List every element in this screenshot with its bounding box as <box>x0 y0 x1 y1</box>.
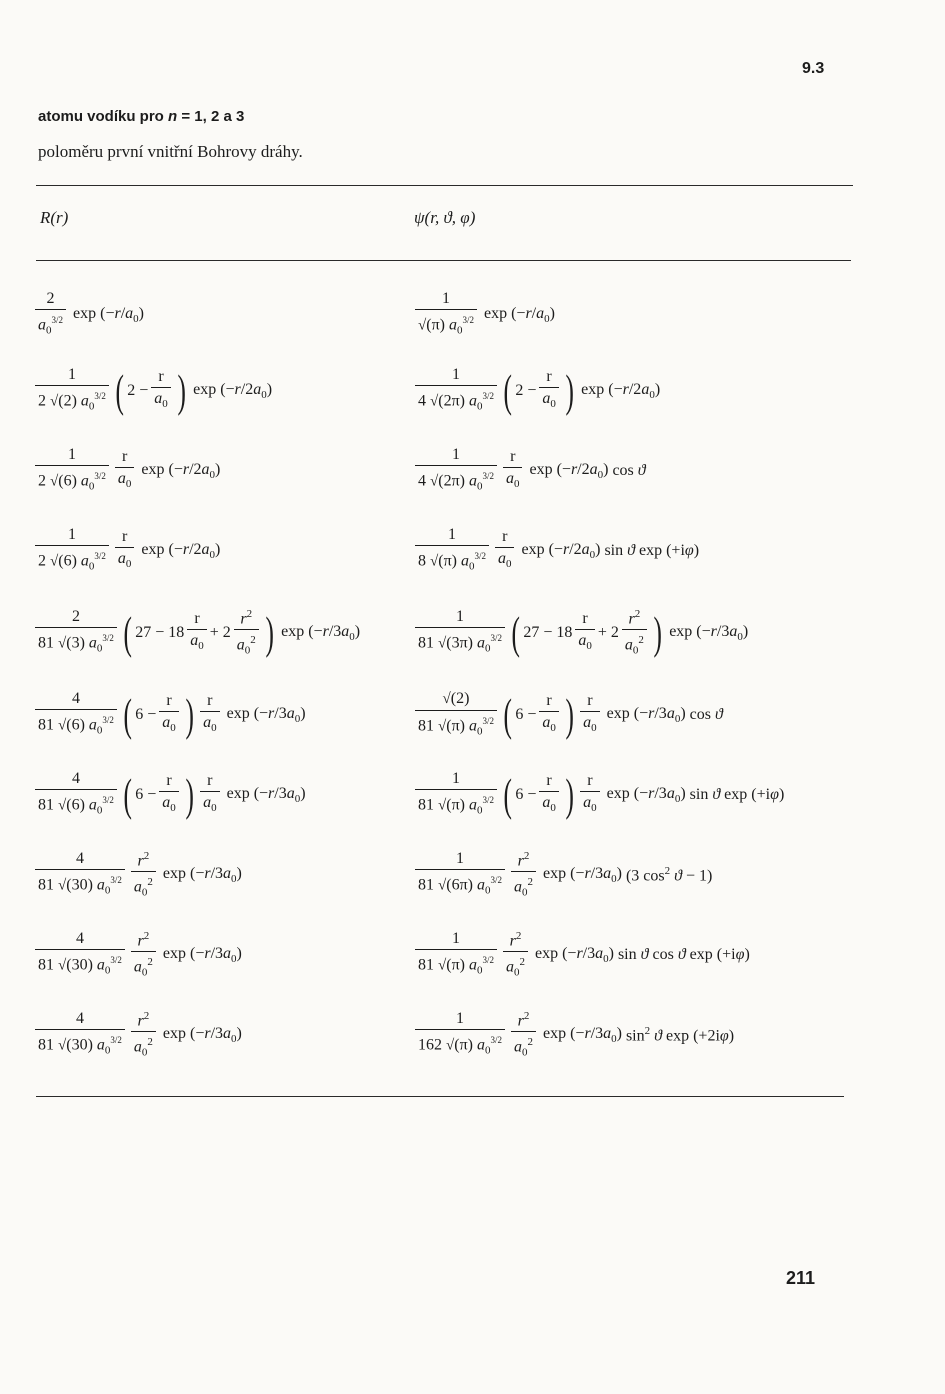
coefficient-numerator: 4 <box>75 850 84 868</box>
radial-function-cell <box>32 760 306 830</box>
coefficient-denominator: 2 √(6) $a_0^{3/2}$ <box>35 465 109 497</box>
exponential-term: $\exp (-r/2a_0)$ <box>189 380 273 402</box>
table-row <box>32 280 852 350</box>
table-row <box>32 356 852 426</box>
table-caption <box>38 108 244 125</box>
exponential-term: $\exp (-r/3a_0)$ <box>538 1024 622 1046</box>
coefficient-fraction <box>35 445 109 497</box>
wavefunction-cell <box>412 920 750 990</box>
radial-factor: $\frac{r}{a_0}$ <box>577 691 603 738</box>
coefficient-fraction <box>35 1009 125 1061</box>
radial-factor: $\frac{r}{a_0}$ <box>492 527 518 574</box>
caption-n: n <box>168 108 178 125</box>
wavefunction-cell <box>412 516 699 586</box>
coefficient-fraction <box>415 365 497 417</box>
radial-factor: $\frac{r^2}{a_0^2}$ <box>508 1007 539 1063</box>
exponential-term: $\exp (-r/3a_0)$ <box>602 704 686 726</box>
radial-factor: $\frac{r^2}{a_0^2}$ <box>508 847 539 903</box>
coefficient-numerator: 2 <box>46 290 55 308</box>
radial-function-cell <box>32 920 242 990</box>
section-number: 9.3 <box>802 60 825 77</box>
coefficient-fraction <box>35 607 117 659</box>
exponential-term: $\exp (-r/3a_0)$ <box>538 864 622 886</box>
radial-factor: $\frac{r^2}{a_0^2}$ <box>128 847 159 903</box>
angular-term: sin ϑ exp (+iφ) <box>600 542 700 559</box>
coefficient-numerator: √(2) <box>442 689 470 707</box>
radial-function-cell <box>32 680 306 750</box>
coefficient-numerator: 4 <box>75 1010 84 1028</box>
exponential-term: $\exp (-r/3a_0)$ <box>222 784 306 806</box>
coefficient-numerator: 1 <box>451 930 460 948</box>
exponential-term: $\exp (-r/2a_0)$ <box>137 540 221 562</box>
polynomial-factor: ( 27 − 18 $\frac{r}{a_0}$ + 2 $\frac{r^2}{a_0^2}$ ) <box>508 605 665 661</box>
radial-factor: $\frac{r}{a_0}$ <box>112 447 138 494</box>
exponential-term: $\exp (-r/a_0)$ <box>479 304 555 326</box>
radial-factor: $\frac{r^2}{a_0^2}$ <box>128 927 159 983</box>
coefficient-fraction <box>35 769 117 821</box>
radial-function-cell <box>32 516 220 586</box>
polynomial-factor: ( 2 − $\frac{r}{a_0}$ ) <box>115 365 186 416</box>
coefficient-numerator: 4 <box>71 690 80 708</box>
angular-term: (3 $\cos^2 ϑ - 1$) <box>621 864 713 885</box>
coefficient-fraction <box>415 769 497 821</box>
exponential-term: $\exp (-r/2a_0)$ <box>517 540 601 562</box>
coefficient-denominator: 4 √(2π) $a_0^{3/2}$ <box>415 385 497 417</box>
coefficient-denominator: 4 √(2π) $a_0^{3/2}$ <box>415 465 497 497</box>
radial-function-cell <box>32 436 220 506</box>
exponential-term: $\exp (-r/2a_0)$ <box>525 460 609 482</box>
coefficient-fraction <box>415 689 497 742</box>
coefficient-fraction <box>415 607 505 659</box>
coefficient-denominator: 162 √(π) $a_0^{3/2}$ <box>415 1029 505 1061</box>
wavefunction-cell <box>412 760 784 830</box>
coefficient-denominator: 81 √(3π) $a_0^{3/2}$ <box>415 627 505 659</box>
coefficient-denominator: 81 √(30) $a_0^{3/2}$ <box>35 1029 125 1061</box>
coefficient-fraction <box>415 1009 505 1061</box>
coefficient-fraction <box>35 525 109 577</box>
caption-suffix: = 1, 2 a 3 <box>177 108 245 125</box>
page-number: 211 <box>786 1268 816 1288</box>
angular-term: $\sin^2 ϑ$ exp (+2iφ) <box>621 1024 735 1045</box>
radial-factor: $\frac{r}{a_0}$ <box>112 527 138 574</box>
table-row <box>32 760 852 830</box>
angular-term: sin ϑ cos ϑ exp (+iφ) <box>613 946 750 963</box>
radial-function-cell <box>32 356 272 426</box>
coefficient-numerator: 1 <box>451 366 460 384</box>
coefficient-numerator: 1 <box>451 770 460 788</box>
radial-function-cell <box>32 598 360 668</box>
coefficient-denominator: 81 √(π) $a_0^{3/2}$ <box>415 949 497 981</box>
coefficient-numerator: 1 <box>67 366 76 384</box>
exponential-term: $\exp (-r/2a_0)$ <box>137 460 221 482</box>
coefficient-denominator: 81 √(3) $a_0^{3/2}$ <box>35 627 117 659</box>
coefficient-fraction <box>35 289 66 341</box>
polynomial-factor: ( 27 − 18 $\frac{r}{a_0}$ + 2 $\frac{r^2}{a_0^2}$ ) <box>120 605 277 661</box>
coefficient-denominator: 8 √(π) $a_0^{3/2}$ <box>415 545 489 577</box>
polynomial-factor: ( 6 − $\frac{r}{a_0}$ ) <box>503 769 574 820</box>
exponential-term: $\exp (-r/3a_0)$ <box>530 944 614 966</box>
wavefunction-cell <box>412 598 748 668</box>
table-row <box>32 598 852 668</box>
polynomial-factor: ( 2 − $\frac{r}{a_0}$ ) <box>503 365 574 416</box>
polynomial-factor: ( 6 − $\frac{r}{a_0}$ ) <box>503 689 574 740</box>
coefficient-denominator: 81 √(30) $a_0^{3/2}$ <box>35 869 125 901</box>
coefficient-denominator: 81 √(π) $a_0^{3/2}$ <box>415 710 497 742</box>
table-row <box>32 840 852 910</box>
exponential-term: $\exp (-r/3a_0)$ <box>222 704 306 726</box>
radial-function-cell <box>32 1000 242 1070</box>
column-header-wavefunction: ψ(r, ϑ, φ) <box>414 208 476 227</box>
coefficient-fraction <box>35 929 125 981</box>
exponential-term: $\exp (-r/3a_0)$ <box>158 864 242 886</box>
coefficient-numerator: 1 <box>67 526 76 544</box>
radial-factor: $\frac{r^2}{a_0^2}$ <box>500 927 531 983</box>
coefficient-denominator: 81 √(6) $a_0^{3/2}$ <box>35 789 117 821</box>
polynomial-factor: ( 6 − $\frac{r}{a_0}$ ) <box>123 769 194 820</box>
wavefunction-cell <box>412 436 646 506</box>
coefficient-denominator: √(π) $a_0^{3/2}$ <box>415 309 477 341</box>
radial-function-cell <box>32 280 144 350</box>
radial-factor: $\frac{r^2}{a_0^2}$ <box>128 1007 159 1063</box>
angular-term: cos ϑ <box>685 706 723 723</box>
coefficient-numerator: 1 <box>67 446 76 464</box>
coefficient-denominator: 81 √(π) $a_0^{3/2}$ <box>415 789 497 821</box>
header-rule <box>36 260 851 261</box>
radial-factor: $\frac{r}{a_0}$ <box>577 771 603 818</box>
coefficient-numerator: 1 <box>455 850 464 868</box>
coefficient-numerator: 1 <box>447 526 456 544</box>
radial-function-cell <box>32 840 242 910</box>
wavefunction-cell <box>412 680 723 750</box>
coefficient-denominator: $a_0^{3/2}$ <box>35 309 66 341</box>
coefficient-numerator: 2 <box>71 608 80 626</box>
coefficient-fraction <box>35 365 109 417</box>
table-row <box>32 680 852 750</box>
coefficient-numerator: 4 <box>71 770 80 788</box>
bottom-rule <box>36 1096 844 1097</box>
table-row <box>32 920 852 990</box>
coefficient-denominator: 81 √(30) $a_0^{3/2}$ <box>35 949 125 981</box>
coefficient-fraction <box>415 445 497 497</box>
exponential-term: $\exp (-r/3a_0)$ <box>602 784 686 806</box>
wavefunction-cell <box>412 1000 734 1070</box>
coefficient-numerator: 1 <box>441 290 450 308</box>
radial-factor: $\frac{r}{a_0}$ <box>197 691 223 738</box>
caption-prefix: atomu vodíku pro <box>38 108 169 125</box>
table-row <box>32 516 852 586</box>
coefficient-numerator: 1 <box>455 608 464 626</box>
coefficient-fraction <box>415 849 505 901</box>
coefficient-denominator: 81 √(6π) $a_0^{3/2}$ <box>415 869 505 901</box>
exponential-term: $\exp (-r/3a_0)$ <box>158 1024 242 1046</box>
exponential-term: $\exp (-r/a_0)$ <box>69 304 144 326</box>
table-subtitle: poloměru první vnitřní Bohrovy dráhy. <box>38 142 303 161</box>
exponential-term: $\exp (-r/3a_0)$ <box>665 622 749 644</box>
coefficient-fraction <box>415 929 497 981</box>
angular-term: cos ϑ <box>608 462 646 479</box>
coefficient-denominator: 81 √(6) $a_0^{3/2}$ <box>35 709 117 741</box>
exponential-term: $\exp (-r/2a_0)$ <box>577 380 661 402</box>
coefficient-denominator: 2 √(2) $a_0^{3/2}$ <box>35 385 109 417</box>
wavefunction-cell <box>412 280 555 350</box>
coefficient-numerator: 1 <box>451 446 460 464</box>
coefficient-fraction <box>415 525 489 577</box>
table-row <box>32 436 852 506</box>
coefficient-fraction <box>35 849 125 901</box>
wavefunction-cell <box>412 356 660 426</box>
coefficient-numerator: 4 <box>75 930 84 948</box>
radial-factor: $\frac{r}{a_0}$ <box>500 447 526 494</box>
angular-term: sin ϑ exp (+iφ) <box>685 786 785 803</box>
coefficient-numerator: 1 <box>455 1010 464 1028</box>
exponential-term: $\exp (-r/3a_0)$ <box>277 622 361 644</box>
table-row <box>32 1000 852 1070</box>
wavefunction-cell <box>412 840 712 910</box>
column-header-radial: R(r) <box>40 208 69 227</box>
radial-factor: $\frac{r}{a_0}$ <box>197 771 223 818</box>
exponential-term: $\exp (-r/3a_0)$ <box>158 944 242 966</box>
top-rule <box>36 185 853 186</box>
polynomial-factor: ( 6 − $\frac{r}{a_0}$ ) <box>123 689 194 740</box>
coefficient-fraction <box>415 289 477 341</box>
coefficient-denominator: 2 √(6) $a_0^{3/2}$ <box>35 545 109 577</box>
coefficient-fraction <box>35 689 117 741</box>
